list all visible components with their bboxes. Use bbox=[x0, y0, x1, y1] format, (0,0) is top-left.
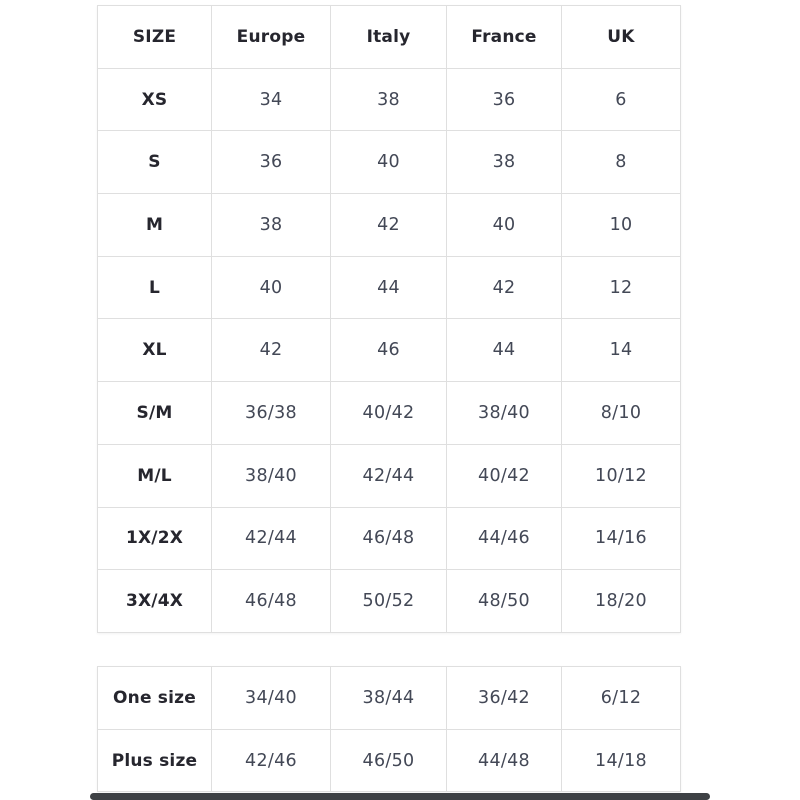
data-cell: 50/52 bbox=[331, 570, 447, 633]
data-cell: 14/16 bbox=[562, 507, 681, 570]
data-cell: 14 bbox=[562, 319, 681, 382]
data-cell: 42/44 bbox=[331, 444, 447, 507]
data-cell: 42 bbox=[212, 319, 331, 382]
data-cell: 40 bbox=[331, 131, 447, 194]
data-cell: 34 bbox=[212, 68, 331, 131]
data-cell: 42 bbox=[331, 194, 447, 257]
table-row-l bbox=[98, 256, 681, 319]
row-label-cell: XS bbox=[98, 68, 212, 131]
data-cell: 10/12 bbox=[562, 444, 681, 507]
data-cell: 44/46 bbox=[447, 507, 562, 570]
table-row-ml bbox=[98, 444, 681, 507]
data-cell: 44 bbox=[447, 319, 562, 382]
table-row-1x2x bbox=[98, 507, 681, 570]
data-cell: 38 bbox=[447, 131, 562, 194]
header-cell-italy: Italy bbox=[331, 6, 447, 69]
data-cell: 18/20 bbox=[562, 570, 681, 633]
table-row-plus-size bbox=[98, 729, 681, 792]
data-cell: 38/40 bbox=[212, 444, 331, 507]
row-label-cell: M/L bbox=[98, 444, 212, 507]
row-label-cell: 1X/2X bbox=[98, 507, 212, 570]
data-cell: 14/18 bbox=[562, 729, 681, 792]
data-cell: 44 bbox=[331, 256, 447, 319]
table-row-s bbox=[98, 131, 681, 194]
data-cell: 8/10 bbox=[562, 382, 681, 445]
row-label-cell: S/M bbox=[98, 382, 212, 445]
data-cell: 36 bbox=[447, 68, 562, 131]
data-cell: 46/48 bbox=[331, 507, 447, 570]
data-cell: 6/12 bbox=[562, 667, 681, 730]
data-cell: 6 bbox=[562, 68, 681, 131]
header-cell-france: France bbox=[447, 6, 562, 69]
data-cell: 36/42 bbox=[447, 667, 562, 730]
data-cell: 44/48 bbox=[447, 729, 562, 792]
data-cell: 38 bbox=[331, 68, 447, 131]
table-row-m bbox=[98, 194, 681, 257]
data-cell: 10 bbox=[562, 194, 681, 257]
row-label-cell: L bbox=[98, 256, 212, 319]
header-cell-size: SIZE bbox=[98, 6, 212, 69]
data-cell: 40/42 bbox=[447, 444, 562, 507]
table-row-one-size bbox=[98, 667, 681, 730]
data-cell: 36 bbox=[212, 131, 331, 194]
table-row-xl bbox=[98, 319, 681, 382]
row-label-cell: M bbox=[98, 194, 212, 257]
row-label-cell: One size bbox=[98, 667, 212, 730]
data-cell: 40/42 bbox=[331, 382, 447, 445]
row-label-cell: S bbox=[98, 131, 212, 194]
data-cell: 42 bbox=[447, 256, 562, 319]
row-label-cell: 3X/4X bbox=[98, 570, 212, 633]
data-cell: 46/50 bbox=[331, 729, 447, 792]
table-row-sm bbox=[98, 382, 681, 445]
header-row bbox=[98, 6, 681, 69]
row-label-cell: XL bbox=[98, 319, 212, 382]
data-cell: 46 bbox=[331, 319, 447, 382]
data-cell: 42/46 bbox=[212, 729, 331, 792]
table-row-xs bbox=[98, 68, 681, 131]
header-cell-uk: UK bbox=[562, 6, 681, 69]
data-cell: 40 bbox=[447, 194, 562, 257]
data-cell: 38 bbox=[212, 194, 331, 257]
data-cell: 34/40 bbox=[212, 667, 331, 730]
horizontal-scrollbar-thumb[interactable] bbox=[90, 793, 710, 800]
row-label-cell: Plus size bbox=[98, 729, 212, 792]
data-cell: 38/44 bbox=[331, 667, 447, 730]
data-cell: 8 bbox=[562, 131, 681, 194]
data-cell: 38/40 bbox=[447, 382, 562, 445]
data-cell: 48/50 bbox=[447, 570, 562, 633]
one-size-plus-size-table bbox=[97, 666, 681, 792]
size-conversion-table bbox=[97, 5, 681, 633]
data-cell: 12 bbox=[562, 256, 681, 319]
table-row-3x4x bbox=[98, 570, 681, 633]
data-cell: 42/44 bbox=[212, 507, 331, 570]
data-cell: 36/38 bbox=[212, 382, 331, 445]
header-cell-europe: Europe bbox=[212, 6, 331, 69]
data-cell: 40 bbox=[212, 256, 331, 319]
data-cell: 46/48 bbox=[212, 570, 331, 633]
